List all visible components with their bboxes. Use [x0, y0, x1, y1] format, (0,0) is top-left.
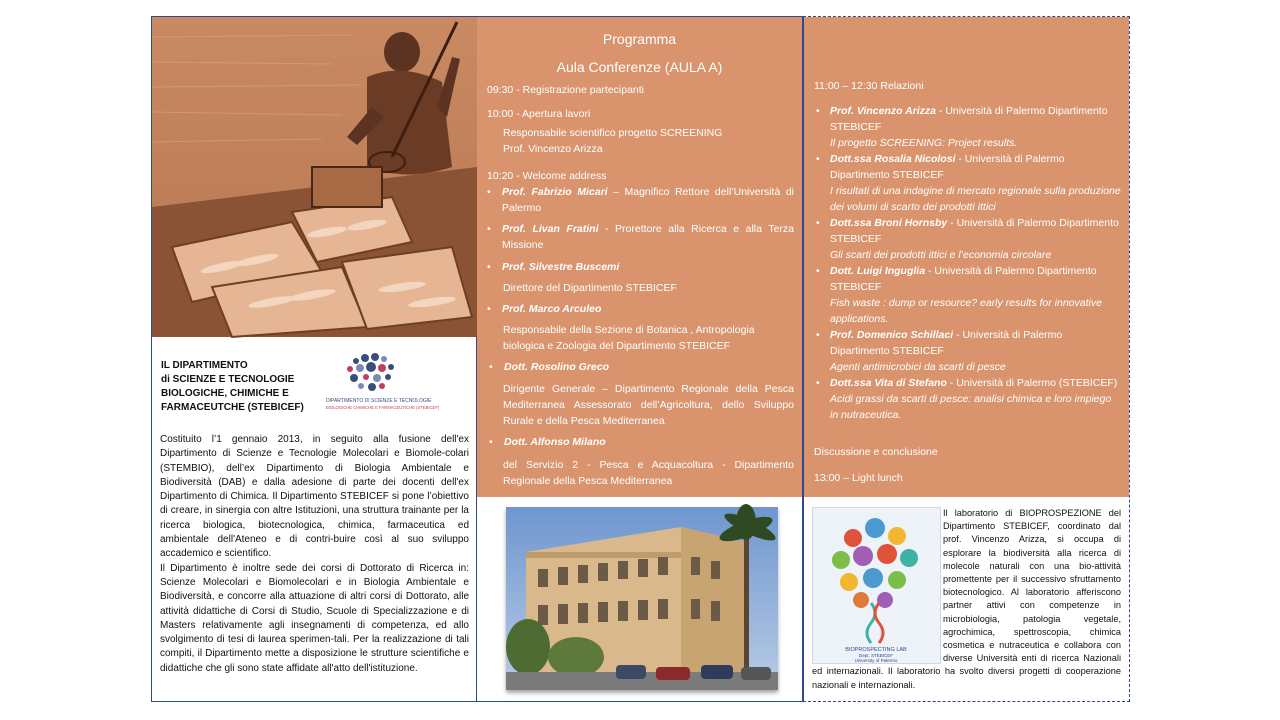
lunch-line: 13:00 – Light lunch — [814, 472, 903, 484]
speaker-item — [487, 221, 794, 253]
discussion-line: Discussione e conclusione — [814, 446, 938, 458]
programme-panel — [477, 17, 802, 497]
talk-speaker: Dott.ssa Rosalia Nicolosi — [830, 153, 956, 165]
speaker-item — [487, 259, 794, 275]
talk-speaker: Dott. Luigi Inguglia — [830, 265, 926, 277]
title-line: FARMACEUTCHE (STEBICEF) — [161, 402, 304, 413]
bullet-icon: • — [489, 436, 493, 448]
opening-detail: Prof. Vincenzo Arizza — [503, 143, 603, 155]
talk-speaker: Prof. Vincenzo Arizza — [830, 105, 936, 117]
speaker-name: Dott. Rosolino Greco — [504, 361, 609, 373]
talk-speaker: Dott.ssa Broni Hornsby — [830, 217, 948, 229]
bullet-icon: • — [816, 329, 820, 341]
talk-title: Acidi grassi da scarti di pesce: analisi chimica e loro impiego in nutraceutica. — [830, 393, 1112, 421]
talk-item — [816, 375, 1121, 423]
programme-heading: Programma — [602, 31, 677, 47]
speaker-item — [487, 184, 795, 216]
opening-time: 10:00 - Apertura lavori — [487, 108, 591, 120]
talk-title: Il progetto SCREENING: Project results. — [830, 137, 1018, 149]
bullet-icon: • — [816, 265, 820, 277]
bullet-icon: • — [489, 361, 493, 373]
programme-column — [477, 16, 803, 702]
talks-column — [803, 16, 1130, 702]
fisherman-photo — [152, 17, 477, 337]
talk-affiliation: - Università di Palermo Dipartimento STEBICEF — [830, 153, 1065, 181]
svg-text:Dept. STEBICEF: Dept. STEBICEF — [858, 653, 894, 658]
speaker-name: Prof. Livan Fratini — [502, 223, 599, 235]
talk-affiliation: - Università di Palermo Dipartimento STEBICEF — [830, 105, 1108, 133]
svg-text:BIOPROSPECTING LAB: BIOPROSPECTING LAB — [845, 647, 907, 653]
talk-item — [816, 327, 1121, 375]
building-photo — [506, 507, 778, 690]
talk-item — [816, 263, 1121, 327]
talk-item — [816, 215, 1121, 263]
talk-speaker: Prof. Domenico Schillaci — [830, 329, 954, 341]
bullet-icon: • — [816, 105, 820, 117]
talk-title: Fish waste : dump or resource? early results for innovative applications. — [830, 297, 1102, 325]
talk-affiliation: - Università di Palermo Dipartimento STEBICEF — [830, 329, 1063, 357]
talks-panel — [804, 17, 1129, 497]
talk-title: Agenti antimicrobici da scarti di pesce — [830, 361, 1006, 373]
title-line: di SCIENZE E TECNOLOGIE — [161, 374, 295, 385]
speaker-detail: Dirigente Generale – Dipartimento Regionale della Pesca Mediterranea Assessorato dell’Agricoltura, dello Sviluppo Rurale e della Pesca Mediterranea — [503, 383, 794, 427]
bullet-icon: • — [487, 261, 491, 273]
talk-title: I risultati di una indagine di mercato regionale sulla produzione dei volumi di scarto dei prodotti ittici — [830, 185, 1121, 213]
talk-title: Gli scarti dei prodotti ittici e l’economia circolare — [830, 249, 1052, 261]
speaker-detail: – Magnifico Rettore dell’Università di Palermo — [502, 186, 795, 214]
speaker-detail: del Servizio 2 - Pesca e Acquacoltura - Dipartimento Regionale della Pesca Mediterranea — [503, 459, 794, 487]
speaker-name: Prof. Silvestre Buscemi — [502, 261, 620, 273]
department-column — [151, 16, 477, 702]
bullet-icon: • — [816, 377, 820, 389]
talk-speaker: Dott.ssa Vita di Stefano — [830, 377, 947, 389]
title-line: IL DIPARTIMENTO — [161, 360, 248, 371]
department-info — [152, 337, 477, 702]
svg-text:DIPARTIMENTO DI SCIENZE E TECN: DIPARTIMENTO DI SCIENZE E TECNOLOGIE — [326, 398, 432, 404]
speaker-name: Prof. Marco Arculeo — [502, 303, 602, 315]
talk-item — [816, 103, 1121, 151]
speaker-detail: - Prorettore alla Ricerca e alla Terza Missione — [502, 223, 794, 251]
welcome-time: 10:20 - Welcome address — [487, 170, 607, 182]
bullet-icon: • — [816, 217, 820, 229]
opening-detail: Responsabile scientifico progetto SCREENING — [503, 127, 723, 139]
talk-item — [816, 151, 1121, 215]
title-line: BIOLOGICHE, CHIMICHE E — [161, 388, 289, 399]
department-paragraph: Costituito l’1 gennaio 2013, in seguito alla fusione dell'ex Dipartimento di Scienze e Tecnologie Molecolari e Biomole-colari (STEMBIO), dell’ex Dipartimento di Biologia Ambientale e Biodiversità (DAB) e dalla adesione di parte dei docenti dell'ex Dipartimento di Chimica. Il Dipartimento STEBICEF si pone l’obiettivo di creare, in sinergia con altre Istituzioni, una struttura trainante per la ricerca biologica, biotecnologica, chimica, farmaceutica ed ambientale dell'Ateneo e di contri-buire così al suo sviluppo accademico e scientifico. — [160, 434, 469, 560]
bullet-icon: • — [487, 303, 491, 315]
svg-text:BIOLOGICHE CHIMICHE E FARMACEU: BIOLOGICHE CHIMICHE E FARMACEUTICHE (STEBICEF) — [326, 405, 440, 410]
department-title — [161, 359, 331, 415]
lab-description — [812, 507, 1121, 692]
speaker-name: Prof. Fabrizio Micari — [502, 186, 608, 198]
speaker-item — [489, 434, 796, 450]
bullet-icon: • — [487, 186, 491, 198]
speaker-item — [489, 359, 796, 375]
lab-paragraph: Il laboratorio di BIOPROSPEZIONE del Dipartimento STEBICEF, coordinato dal prof. Vincenzo Arizza, si occupa di esplorare la biodiversità alla ricerca di molecole naturali con una bio-attività promettente per il successivo sfruttamento biotecnologico. Al laboratorio afferiscono partner attivi con competenze in microbiologia, patologia vegetale, agrochimica, spettroscopia, chimica cosmetica e nutraceutica e collabora con diverse Università enti di ricerca Nazionali ed internazionali. Il laboratorio ha svolto diversi progetti di cooperazione nazionali e internazionali. — [812, 508, 1121, 690]
department-logo — [324, 349, 440, 419]
bullet-icon: • — [487, 223, 491, 235]
programme-venue: Aula Conferenze (AULA A) — [556, 59, 723, 75]
speaker-detail: Responsabile della Sezione di Botanica , Antropologia biologica e Zoologia del Dipartimento STEBICEF — [503, 324, 755, 352]
talk-affiliation: - Università di Palermo Dipartimento STEBICEF — [830, 217, 1119, 245]
speaker-item — [487, 301, 794, 317]
bullet-icon: • — [816, 153, 820, 165]
speaker-detail: Direttore del Dipartimento STEBICEF — [503, 282, 677, 294]
department-description — [160, 433, 469, 676]
talk-affiliation: - Università di Palermo (STEBICEF) — [946, 377, 1118, 389]
talks-heading: 11:00 – 12:30 Relazioni — [814, 80, 924, 92]
registration-time: 09:30 - Registrazione partecipanti — [487, 84, 645, 96]
talk-affiliation: - Università di Palermo Dipartimento STEBICEF — [830, 265, 1097, 293]
department-paragraph: Il Dipartimento è inoltre sede dei corsi di Dottorato di Ricerca in: Scienze Molecolari e Biomolecolari e in Biologia Ambientale e Biodiversità, e concorre alla attuazione di altri corsi di Dottorato, alle attività didattiche di Corsi di Studio, Scuole di Specializzazione e di Masters relativamente agli insegnamenti di competenza, ed allo svolgimento di tesi di laurea sperimen-tali. Per la realizzazione di tali compiti, il Dipartimento mette a disposizione le strutture scientifiche e didattiche che gli sono state affidate all'atto dell'istituzione. — [160, 562, 469, 674]
speaker-name: Dott. Alfonso Milano — [504, 436, 606, 448]
svg-text:University of Palermo: University of Palermo — [854, 658, 898, 663]
